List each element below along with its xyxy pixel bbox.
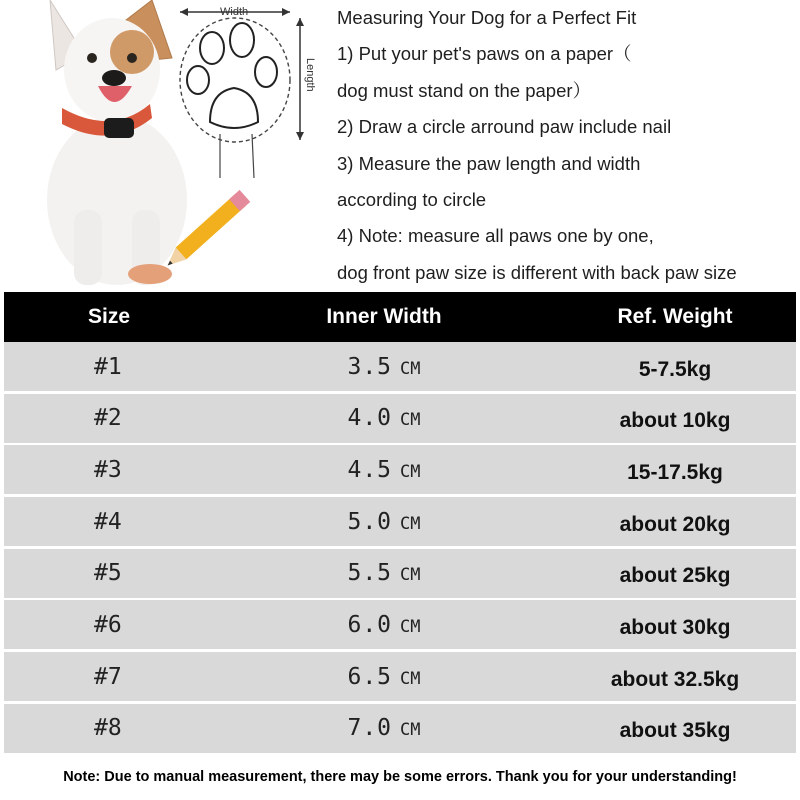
cell-inner-width bbox=[214, 457, 554, 483]
cell-ref-weight: about 32.5kg bbox=[610, 667, 740, 691]
cell-size: #5 bbox=[94, 560, 122, 587]
width-value: 3.5 bbox=[347, 353, 393, 380]
width-unit: CM bbox=[400, 720, 421, 741]
cell-size: #3 bbox=[94, 456, 122, 483]
instruction-line: 1) Put your pet's paws on a paper（ bbox=[337, 43, 632, 65]
width-value: 6.0 bbox=[347, 611, 393, 638]
width-unit: CM bbox=[400, 565, 421, 586]
cell-ref-weight: about 20kg bbox=[619, 512, 731, 536]
width-unit: CM bbox=[400, 616, 421, 637]
cell-ref-weight: about 25kg bbox=[619, 564, 731, 588]
cell-inner-width bbox=[214, 509, 554, 535]
disclaimer-note: Note: Due to manual measurement, there may be some errors. Thank you for your understanding! bbox=[63, 769, 737, 785]
table-row bbox=[4, 445, 796, 494]
width-unit: CM bbox=[400, 358, 421, 379]
cell-ref-weight: about 35kg bbox=[619, 719, 731, 743]
instruction-line: dog front paw size is different with back paw size bbox=[337, 261, 737, 283]
cell-inner-width bbox=[214, 715, 554, 741]
cell-ref-weight: about 10kg bbox=[619, 409, 731, 433]
cell-size: #7 bbox=[94, 663, 122, 690]
cell-inner-width bbox=[214, 664, 554, 690]
width-unit: CM bbox=[400, 410, 421, 431]
width-value: 4.5 bbox=[347, 456, 393, 483]
table-row bbox=[4, 600, 796, 649]
header-ref-weight: Ref. Weight bbox=[617, 305, 733, 328]
cell-size: #2 bbox=[94, 405, 122, 432]
header-size: Size bbox=[87, 305, 131, 328]
width-value: 5.5 bbox=[347, 560, 393, 587]
width-unit: CM bbox=[400, 461, 421, 482]
measure-instructions bbox=[337, 4, 797, 295]
instruction-line: 4) Note: measure all paws one by one, bbox=[337, 225, 654, 247]
instruction-line: dog must stand on the paper） bbox=[337, 79, 592, 101]
size-table bbox=[4, 292, 796, 756]
instructions-title: Measuring Your Dog for a Perfect Fit bbox=[337, 7, 637, 28]
header-inner-width: Inner Width bbox=[326, 305, 442, 328]
cell-inner-width bbox=[214, 354, 554, 380]
width-value: 6.5 bbox=[347, 663, 393, 690]
width-label: Width bbox=[220, 6, 249, 18]
width-value: 7.0 bbox=[347, 715, 393, 742]
cell-size: #8 bbox=[94, 715, 122, 742]
length-label: Length bbox=[304, 58, 316, 92]
cell-ref-weight: 5-7.5kg bbox=[638, 357, 712, 381]
instruction-line: according to circle bbox=[337, 188, 487, 210]
width-value: 5.0 bbox=[347, 508, 393, 535]
table-row bbox=[4, 549, 796, 598]
cell-inner-width bbox=[214, 612, 554, 638]
table-row bbox=[4, 342, 796, 391]
cell-ref-weight: about 30kg bbox=[619, 615, 731, 639]
cell-inner-width bbox=[214, 560, 554, 586]
info-panel bbox=[0, 0, 800, 292]
width-unit: CM bbox=[400, 668, 421, 689]
table-row bbox=[4, 394, 796, 443]
instruction-line: 3) Measure the paw length and width bbox=[337, 152, 641, 174]
cell-ref-weight: 15-17.5kg bbox=[627, 460, 723, 484]
table-row bbox=[4, 652, 796, 701]
width-value: 4.0 bbox=[347, 405, 393, 432]
cell-size: #6 bbox=[94, 611, 122, 638]
table-row bbox=[4, 704, 796, 753]
cell-size: #4 bbox=[94, 508, 122, 535]
cell-size: #1 bbox=[94, 353, 122, 380]
table-row bbox=[4, 497, 796, 546]
paw-measure-diagram bbox=[170, 0, 330, 180]
cell-inner-width bbox=[214, 405, 554, 431]
table-header bbox=[4, 292, 796, 342]
instruction-line: 2) Draw a circle arround paw include nail bbox=[337, 116, 672, 138]
width-unit: CM bbox=[400, 513, 421, 534]
